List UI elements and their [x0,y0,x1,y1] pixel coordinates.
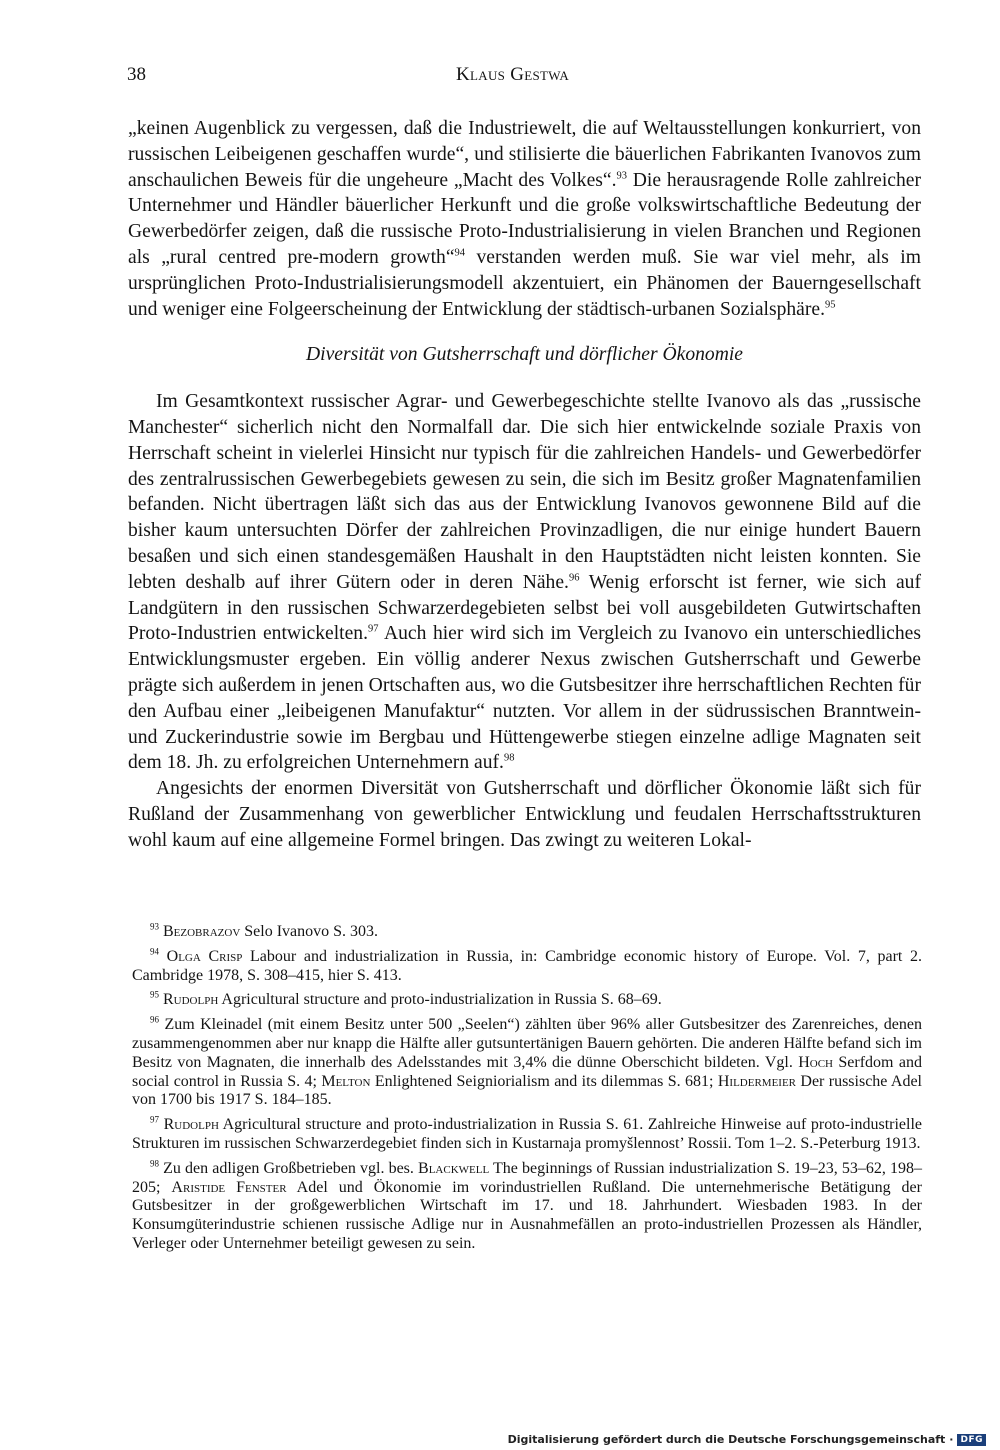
footnote-number: 94 [150,946,159,957]
footnote-author: Olga Crisp [166,947,243,965]
paragraph-1 [128,116,921,322]
footnote-text: Agricultural structure and proto-industrialization in Russia S. 61. Zahlreiche Hinweise auf proto-industrielle Strukturen im russischen Schwarzerdegebiet finden sich in Kustarnaja promyšlennost’ Rossii. Tom 1–2. S.-Peterburg 1913. [132,1116,923,1152]
footnote-96 [132,1016,922,1110]
footnote-number: 98 [150,1158,159,1169]
footnote-author: Hoch [798,1053,833,1071]
footnote-97 [132,1116,922,1154]
running-head: Klaus Gestwa [456,64,570,85]
section-heading: Diversität von Gutsherrschaft und dörflicher Ökonomie [306,344,743,366]
separator-dot: · [949,1433,954,1446]
footnote-ref-97[interactable]: 97 [367,623,379,635]
digitization-credit [508,1433,986,1446]
footnote-text: Labour and industrialization in Russia, in: Cambridge economic history of Europe. Vol. 7, part 2. Cambridge 1978, S. 308–415, hier S. 413. [132,947,923,984]
footnote-94 [132,948,922,986]
footnote-text: Zu den adligen Großbetrieben vgl. bes. [159,1159,419,1177]
digitization-note: Digitalisierung gefördert durch die Deutsche Forschungsgemeinschaft [507,1433,946,1446]
paragraph-1-text-a: „keinen Augenblick zu vergessen, daß die Industriewelt, die auf Weltausstellungen konkurriert, von russischen Leibeigenen geschaffen wurde“, und stilisierte die bäuerlichen Fabrikanten Ivanovos zum anschaulichen Beweis für die ungeheure „Macht des Volkes“. [128,118,921,191]
main-text [128,116,921,854]
footnote-author: Blackwell [418,1159,490,1177]
dfg-logo-icon[interactable]: DFG [957,1434,986,1446]
footnote-number: 93 [150,921,159,932]
footnote-ref-93[interactable]: 93 [616,170,628,182]
footnote-text: Agricultural structure and proto-industrialization in Russia S. 68–69. [218,991,662,1009]
paragraph-2-text-b: Wenig erforscht ist ferner, wie sich auf Landgütern in den russischen Schwarzerdegebieten selbst bei voll ausgebildeten Gutwirtschaften Proto-Industrien entwickelten. [128,571,921,645]
paragraph-1-text-b: Die herausragende Rolle zahlreicher Unternehmer und Händler bäuerlicher Herkunft und die große volkswirtschaftliche Bedeutung der Gewerbedörfer zeigen, daß die russische Proto-Industrialisierung in vielen Branchen und Regionen als „rural centred pre-modern growth“ [128,169,921,268]
footnote-author: Aristide Fenster [171,1178,287,1196]
footnote-number: 95 [150,990,159,1001]
paragraph-2-text-a: Im Gesamtkontext russischer Agrar- und Gewerbegeschichte stellte Ivanovo als das „russische Manchester“ sicherlich nicht den Normalfall dar. Die sich hier entwickelnde soziale Praxis von Herrschaft scheint in vielerlei Hinsicht nur typisch für die zahlreichen Handels- und Gewerbedörfer des zentralrussischen Gewerbegebiets gewesen zu sein, die sich im Besitz großer Magnatenfamilien befanden. Nicht übertragen läßt sich das aus der Entwicklung Ivanovos gewonnene Bild auf die bisher kaum untersuchten Dörfer der zahlreichen Provinzadligen, die nur einige hundert Bauern besaßen und sich einen standesgemäßen Haushalt in den Hauptstädten nicht leisten konnten. Sie lebten deshalb auf ihrer Gütern oder in deren Nähe. [128,391,921,593]
footnote-author: Hildermeier [717,1072,797,1090]
footnote-author: Bezobrazov [163,923,241,940]
footnote-text: Adel und Ökonomie im vorindustriellen Rußland. Die unternehmerische Betätigung der Gutsbesitzer in der großgewerblichen Wirtschaft im 17. und 18. Jahrhundert. Wiesbaden 1983. In der Konsumgüterindustrie schienen russische Adlige nur in Ausnahmefällen an proto-industriellen Prozessen als Händler, Verleger oder Unternehmer beteiligt gewesen zu sein. [132,1178,922,1252]
footnote-ref-94[interactable]: 94 [454,247,466,259]
footnote-ref-96[interactable]: 96 [568,572,580,584]
footnote-number: 96 [150,1014,159,1025]
page-header [127,64,920,90]
footnote-ref-95[interactable]: 95 [825,299,836,311]
footnote-text: Enlightened Seigniorialism and its dilemmas S. 681; [370,1072,718,1090]
footnote-text: Serfdom and social control in Russia S. 4; [132,1053,922,1090]
footnote-98 [132,1160,922,1254]
footnote-text: The beginnings of Russian industrialization S. 19–23, 53–62, 198–205; [132,1159,922,1196]
footnote-author: Rudolph [163,1116,219,1134]
footnote-text: Der russische Adel von 1700 bis 1917 S. 184–185. [132,1072,922,1109]
footnote-95 [132,991,922,1010]
footnote-author: Melton [321,1072,371,1090]
footnote-93 [132,923,922,942]
footnote-ref-98[interactable]: 98 [503,752,515,764]
paragraph-3: Angesichts der enormen Diversität von Gutsherrschaft und dörflicher Ökonomie läßt sich für Rußland der Zusammenhang von gewerblicher Entwicklung und feudalen Herrschaftsstrukturen wohl kaum auf eine allgemeine Formel bringen. Das zwingt zu weiteren Lokal- [128,778,921,851]
paragraph-1-text-c: verstanden werden muß. Sie war viel mehr, als im ursprünglichen Proto-Industrialisierungsmodell akzentuiert, ein Phänomen der Bauerngesellschaft und weniger eine Folgeerscheinung der Entwicklung der städtisch-urbanen Sozialsphäre. [128,246,921,320]
footnote-number: 97 [150,1114,159,1125]
paragraph-2 [128,389,921,776]
footnote-text: Zum Kleinadel (mit einem Besitz unter 500 „Seelen“) zählten über 96% aller Gutsbesitzer des Zarenreiches, denen zusammengenommen aber nur knapp die Hälfte aller gutsuntertänigen Bauern gehörten. Die anderen Hälfte befand sich im Besitz von Magnaten, die innerhalb des Adelsstandes mit 3,4% die dünne Oberschicht bildeten. Vgl. [132,1016,922,1071]
footnotes [132,923,922,1260]
paragraph-2-text-c: Auch hier wird sich im Vergleich zu Ivanovo ein unterschiedliches Entwicklungsmuster ergeben. Ein völlig anderer Nexus zwischen Gutsherrschaft und Gewerbe prägte sich außerdem in jenen Ortschaften aus, wo die Gutsbesitzer ihre herrschaftlichen Rechten für den Aufbau einer „leibeigenen Manufaktur“ nutzten. Vor allem in der südrussischen Branntwein- und Zuckerindustrie sowie im Bergbau und Hüttengewerbe stiegen einzelne adlige Magnaten seit dem 18. Jh. zu erfolgreichen Unternehmern auf. [128,623,921,774]
footnote-author: Rudolph [163,991,219,1009]
footnote-text: Selo Ivanovo S. 303. [240,923,379,940]
page-number: 38 [127,64,146,85]
